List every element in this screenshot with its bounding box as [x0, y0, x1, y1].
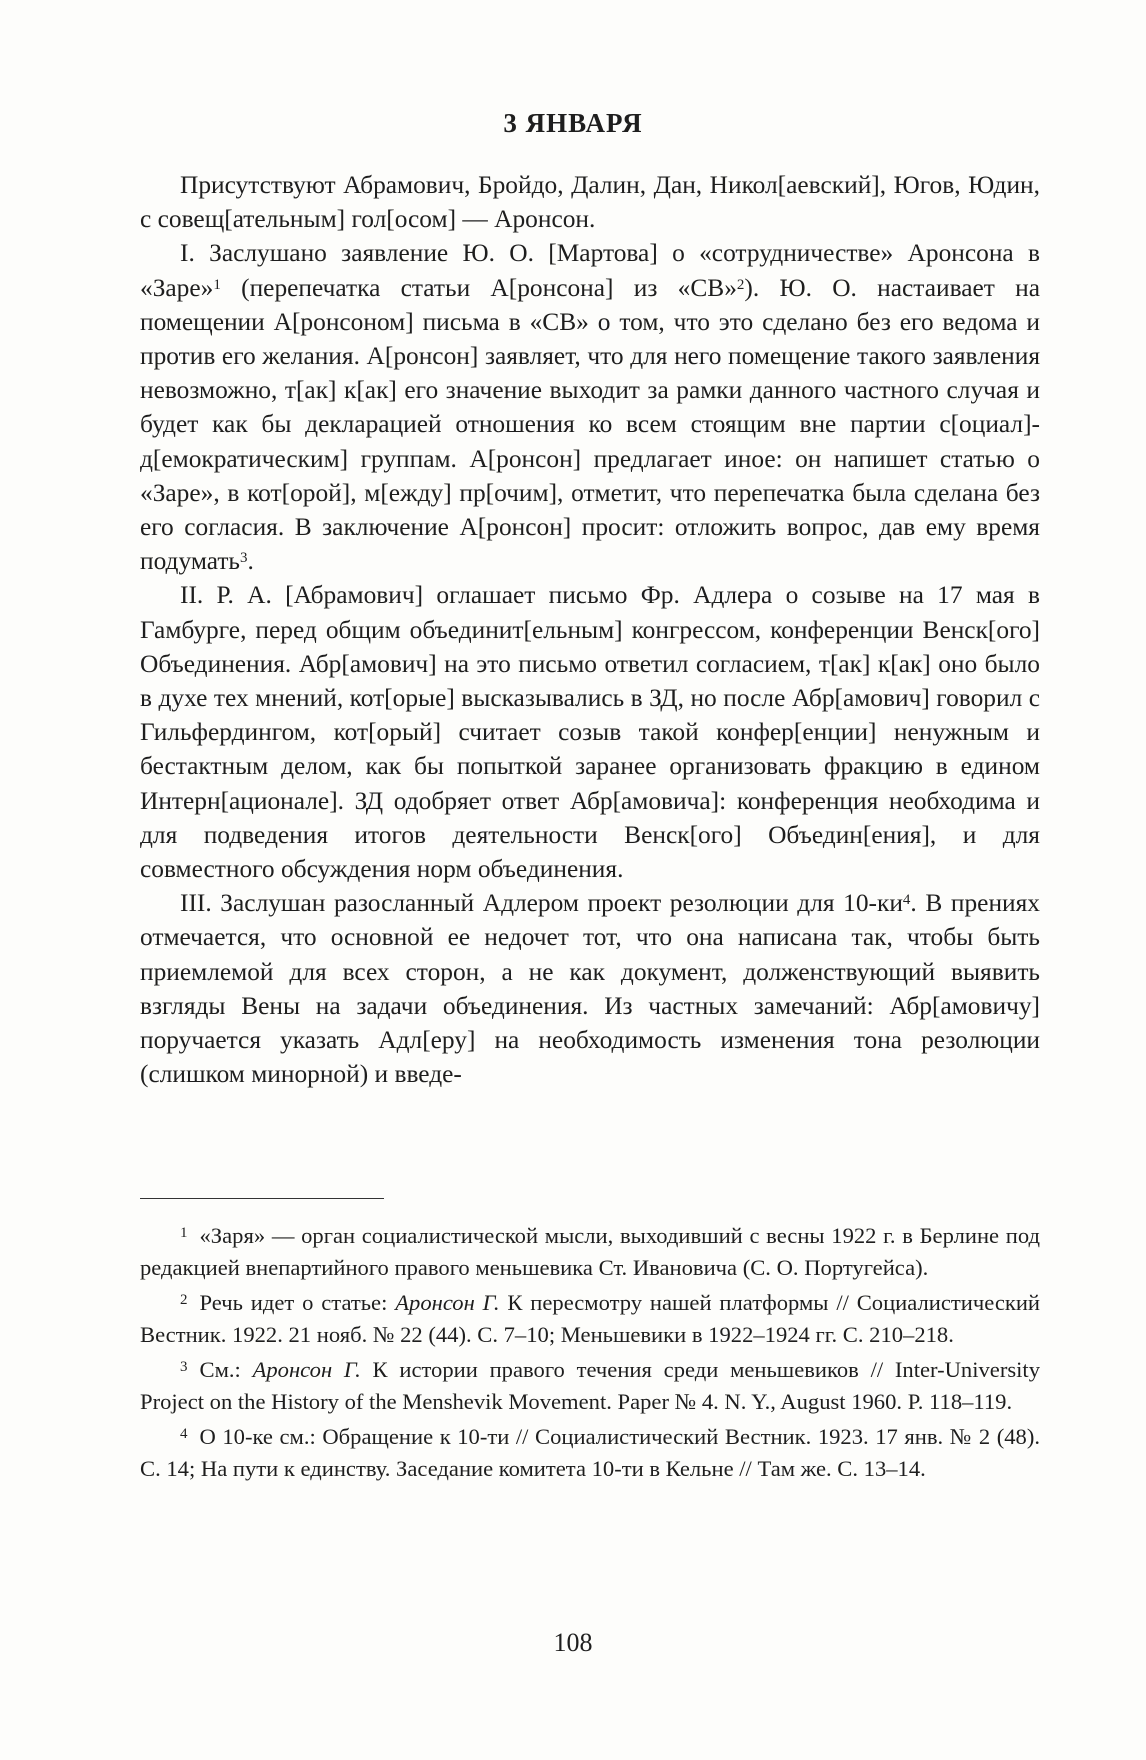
footnote-2-pre: Речь идет о статье:	[199, 1290, 396, 1315]
footnote-3-number: 3	[180, 1359, 188, 1375]
attendance-paragraph: Присутствуют Абрамович, Бройдо, Далин, Дан, Никол[аевский], Югов, Юдин, с совещ[ательным] гол[осом] — Аронсон.	[140, 171, 1040, 234]
footnote-3-post: К истории правого течения среди меньшевиков // Inter-University Project on the History of the Menshevik Movement. Paper № 4. N. Y., August 1960. P. 118–119.	[140, 1357, 1040, 1414]
footnote-1	[140, 1220, 1040, 1283]
item-3-text-a: III. Заслушан разосланный Адлером проект резолюции для 10-ки	[180, 889, 903, 918]
footnote-1-number: 1	[180, 1225, 188, 1241]
item-1-text-b: (перепечатка статьи А[ронсона] из «СВ»	[220, 273, 737, 302]
footnote-2-number: 2	[180, 1292, 188, 1308]
footnote-divider	[140, 1198, 384, 1199]
footnote-4	[140, 1421, 1040, 1484]
item-1-paragraph	[140, 236, 1040, 578]
item-3-text-b: . В прениях отмечается, что основной ее недочет тот, что она написана так, чтобы быть приемлемой для всех сторон, а не как документ, долженствующий выявить взгляды Вены на задачи объединения. Из частных замечаний: Абр[амовичу] поручается указать Адл[еру] на необходимость изменения тона резолюции (слишком минорной) и введе-	[140, 889, 1040, 1089]
footnote-ref-1[interactable]: 1	[213, 276, 221, 293]
footnote-ref-3[interactable]: 3	[240, 550, 248, 567]
footnote-1-text: «Заря» — орган социалистической мысли, выходивший с весны 1922 г. в Берлине под редакцией внепартийного правого меньшевика Ст. Ивановича (С. О. Португейса).	[140, 1223, 1040, 1280]
footnote-ref-2[interactable]: 2	[736, 276, 745, 293]
main-text	[140, 168, 1040, 1091]
footnote-4-text: О 10-ке см.: Обращение к 10-ти // Социалистический Вестник. 1923. 17 янв. № 2 (48). С. 14; На пути к единству. Заседание комитета 10-ти в Кельне // Там же. С. 13–14.	[140, 1424, 1040, 1481]
item-1-text-a: I. Заслушано заявление Ю. О. [Мартова] о «сотрудничестве» Аронсона в «Заре»	[140, 239, 1040, 302]
footnote-4-number: 4	[180, 1426, 188, 1442]
footnote-3-author: Аронсон Г.	[252, 1357, 361, 1382]
footnote-3	[140, 1354, 1040, 1417]
footnote-ref-4[interactable]: 4	[902, 892, 911, 909]
footnote-3-pre: См.:	[199, 1357, 253, 1382]
footnotes	[140, 1220, 1040, 1488]
item-3-paragraph	[140, 886, 1040, 1091]
item-1-text-c: ). Ю. О. настаивает на помещении А[ронсоном] письма в «СВ» о том, что это сделано без его ведома и против его желания. А[ронсон] заявляет, что для него помещение такого заявления невозможно, т[ак] к[ак] его значение выходит за рамки данного частного случая и будет как бы декларацией отношения ко всем стоящим вне партии с[оциал]-д[емократическим] группам. А[ронсон] предлагает иное: он напишет статью о «Заре», в кот[орой], м[ежду] пр[очим], отметит, что перепечатка была сделана без его согласия. В заключение А[ронсон] просит: отложить вопрос, дав ему время подумать	[140, 273, 1040, 576]
page-number: 108	[553, 1628, 593, 1657]
footnote-2-post: К пересмотру нашей платформы // Социалистический Вестник. 1922. 21 нояб. № 22 (44). С. 7–10; Меньшевики в 1922–1924 гг. С. 210–218.	[140, 1290, 1041, 1347]
footnote-2	[140, 1287, 1040, 1350]
section-heading: 3 ЯНВАРЯ	[503, 108, 643, 138]
footnote-2-author: Аронсон Г.	[395, 1290, 500, 1315]
item-1-text-d: .	[247, 547, 254, 576]
item-2-paragraph: II. Р. А. [Абрамович] оглашает письмо Фр. Адлера о созыве на 17 мая в Гамбурге, перед общим объединит[ельным] конгрессом, конференции Венск[ого] Объединения. Абр[амович] на это письмо ответил согласием, т[ак] к[ак] оно было в духе тех мнений, кот[орые] высказывались в ЗД, но после Абр[амович] говорил с Гильфердингом, кот[орый] считает созыв такой конфер[енции] ненужным и бестактным делом, как бы попыткой заранее организовать фракцию в едином Интерн[ационале]. ЗД одобряет ответ Абр[амовича]: конференция необходима и для подведения итогов деятельности Венск[ого] Объедин[ения], и для совместного обсуждения норм объединения.	[140, 581, 1040, 884]
